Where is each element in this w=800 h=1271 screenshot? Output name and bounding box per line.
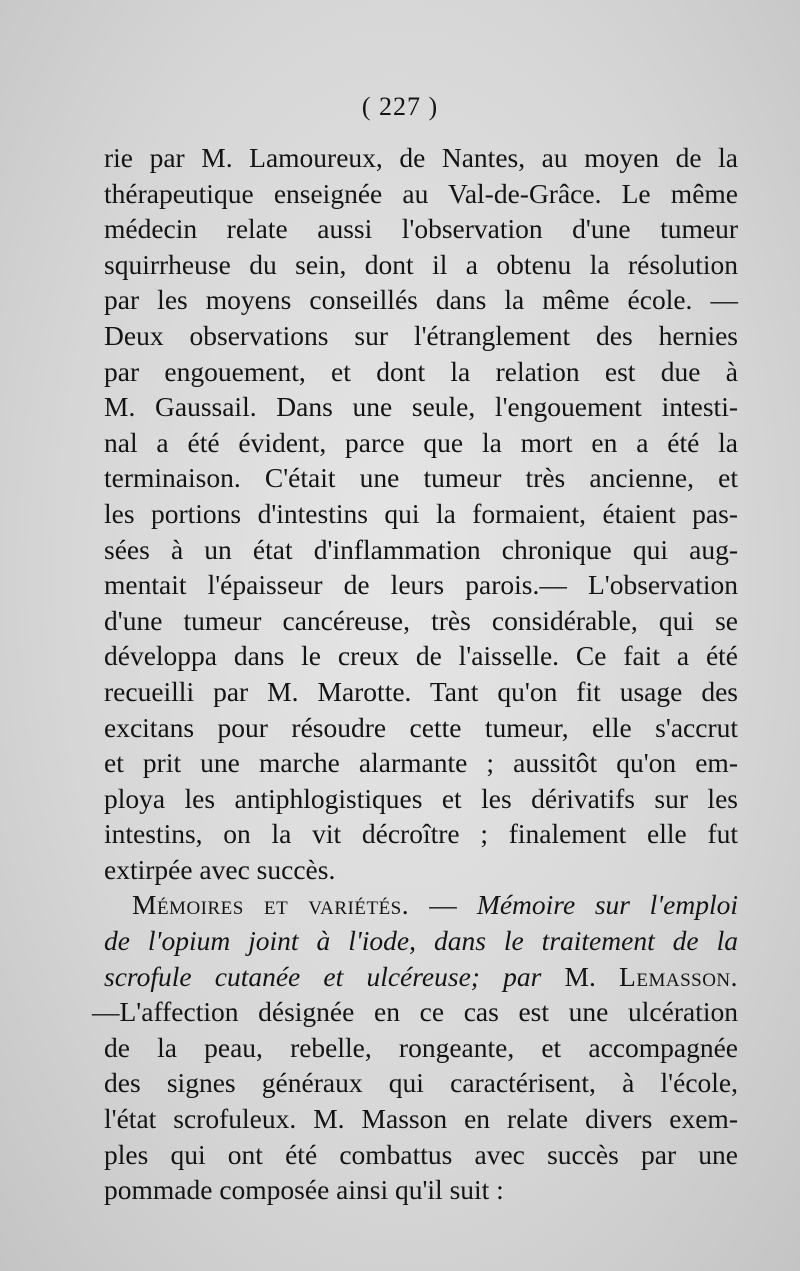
text-line: par les moyens conseillés dans la même école. — xyxy=(104,284,738,316)
text-line: d'une tumeur cancéreuse, très considérable, qui se xyxy=(104,604,738,636)
text-line: terminaison. C'était une tumeur très ancienne, et xyxy=(104,462,738,494)
text-line: sées à un état d'inflammation chronique qui aug- xyxy=(104,533,738,565)
text-line: excitans pour résoudre cette tumeur, elle s'accrut xyxy=(104,711,738,743)
text-line: —L'affection désignée en ce cas est une ulcération xyxy=(92,996,738,1028)
body-text xyxy=(92,140,739,1208)
text-line: développa dans le creux de l'aisselle. Ce fait a été xyxy=(104,640,738,672)
text-line: ples qui ont été combattus avec succès par une xyxy=(104,1138,738,1170)
text-line: intestins, on la vit décroître ; finalement elle fut xyxy=(104,818,738,850)
text-line: Deux observations sur l'étranglement des hernies xyxy=(104,319,738,351)
section-title-part-2: de l'opium joint à l'iode, dans le traitement de la xyxy=(104,925,738,957)
author-name: Lemasson. xyxy=(619,960,739,992)
section-title-part-1: Mémoire sur l'emploi xyxy=(476,889,738,921)
section-heading-line xyxy=(104,887,738,923)
text-line: médecin relate aussi l'observation d'une tumeur xyxy=(104,213,738,245)
text-line: thérapeutique enseignée au Val-de-Grâce. Le même xyxy=(104,177,738,209)
text-line: extirpée avec succès. xyxy=(104,853,336,885)
text-line: rie par M. Lamoureux, de Nantes, au moyen de la xyxy=(104,142,738,173)
text-line: ploya les antiphlogistiques et les dérivatifs sur les xyxy=(104,782,738,814)
text-line: de la peau, rebelle, rongeante, et accompagnée xyxy=(104,1031,738,1063)
text-line: mentait l'épaisseur de leurs parois.— L'observation xyxy=(104,569,738,601)
text-line: pommade composée ainsi qu'il suit : xyxy=(104,1174,504,1206)
text-line: les portions d'intestins qui la formaient, étaient pas- xyxy=(104,497,738,529)
section-title-part-3: scrofule cutanée et ulcéreuse; par xyxy=(104,960,542,992)
text-line: par engouement, et dont la relation est due à xyxy=(104,355,738,387)
text-line: nal a été évident, parce que la mort en a été la xyxy=(104,426,738,458)
text-line: M. Gaussail. Dans une seule, l'engouement intesti- xyxy=(104,391,738,423)
text-line: l'état scrofuleux. M. Masson en relate divers exem- xyxy=(104,1103,738,1135)
author-prefix: M. xyxy=(564,960,596,992)
text-line: recueilli par M. Marotte. Tant qu'on fit usage des xyxy=(104,675,738,707)
text-line: et prit une marche alarmante ; aussitôt qu'on em- xyxy=(104,747,738,779)
text-line: des signes généraux qui caractérisent, à l'école, xyxy=(104,1067,738,1099)
page-number: ( 227 ) xyxy=(361,92,439,121)
section-heading: Mémoires et variétés. — xyxy=(132,889,458,921)
text-line: squirrheuse du sein, dont il a obtenu la résolution xyxy=(104,248,738,280)
section-title-line-3 xyxy=(104,959,738,995)
